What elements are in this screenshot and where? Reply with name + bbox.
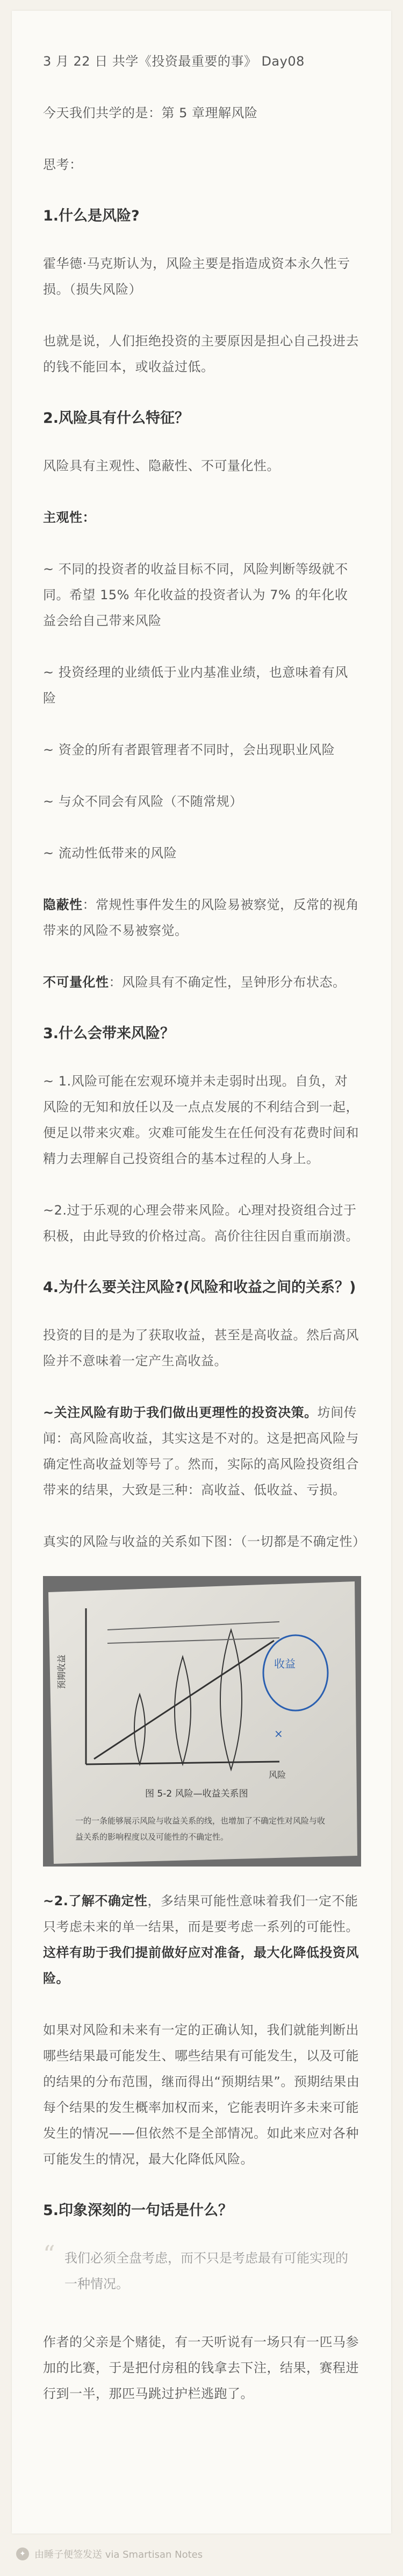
section-4-para-4-mid: ，多结果可能性意味着我们一定不能只考虑未来的单一结果，而是要考虑一系列的可能性。: [43, 1893, 359, 1934]
section-4-para-1: 投资的目的是为了获取收益，甚至是高收益。然后高风险并不意味着一定产生高收益。: [43, 1328, 359, 1368]
subjective-item-4: ~ 与众不同会有风险（不随常规）: [43, 794, 243, 809]
section-1-heading: 1.什么是风险?: [43, 208, 140, 224]
unquant-para: [43, 969, 360, 995]
section-4-para-2-rest: 坊间传闻：高风险高收益，其实这是不对的。这是把高风险与确定性高收益划等号了。然而，实际的高风险投资组合带来的结果，大致是三种：高收益、低收益、亏损。: [43, 1405, 359, 1498]
section-4-para-5: 如果对风险和未来有一定的正确认知，我们就能判断出哪些结果最可能发生、哪些结果有可能发生，以及可能的结果的分布范围，继而得出“预期结果”。预期结果由每个结果的发生概率加权而来，它能表明许多未来可能发生的情况——但依然不是全部情况。如此来应对各种可能发生的情况，最大化降低风险。: [43, 2023, 360, 2167]
risk-return-photo-drawing: [43, 1576, 361, 1867]
svg-text:×: ×: [274, 1727, 283, 1740]
unquant-text: ：风险具有不确定性，呈钟形分布状态。: [109, 975, 346, 990]
risk-return-photo: [43, 1576, 361, 1867]
section-4-para-4-bold: ~2.了解不确定性: [43, 1893, 148, 1908]
note-content: [43, 48, 366, 2432]
quote-text: 我们必须全盘考虑，而不只是考虑最有可能实现的一种情况。: [64, 2251, 348, 2291]
section-3-para-2: ~2.过于乐观的心理会带来风险。心理对投资组合过于积极，由此导致的价格过高。高价往往因自重而崩溃。: [43, 1203, 359, 1244]
unquant-label: 不可量化性: [43, 975, 109, 990]
figure-caption: 图 5-2 风险—收益关系图: [145, 1789, 248, 1799]
section-4-para-4-bold-2: 这样有助于我们提前做好应对准备，最大化降低投资风险。: [43, 1945, 359, 1986]
hidden-label: 隐蔽性: [43, 897, 83, 912]
subjective-item-2: ~ 投资经理的业绩低于业内基准业绩，也意味着有风险: [43, 665, 348, 706]
smartisan-logo-icon: ✦: [16, 2547, 29, 2560]
section-4-para-2-bold: ~关注风险有助于我们做出更理性的投资决策。: [43, 1405, 318, 1420]
section-1-para-2: 也就是说，人们拒绝投资的主要原因是担心自己投进去的钱不能回本，或收益过低。: [43, 333, 359, 374]
subjective-label: 主观性：: [43, 510, 96, 525]
footer-text: 由睡子便签发送 via Smartisan Notes: [34, 2549, 203, 2560]
section-3-heading: 3.什么会带来风险？: [43, 1025, 175, 1042]
section-2-para-1: 风险具有主观性、隐蔽性、不可量化性。: [43, 458, 280, 473]
figure-y-label: 预期收益: [56, 1654, 67, 1689]
section-4-para-3: 真实的风险与收益的关系如下图：（一切都是不确定性）: [43, 1534, 366, 1549]
figure-text-1: 一的一条能够展示风险与收益关系的线，也增加了不确定性对风险与收: [75, 1816, 326, 1826]
section-5-para-1: 作者的父亲是个赌徒，有一天听说有一场只有一匹马参加的比赛，于是把付房租的钱拿去下注，结果，赛程进行到一半，那匹马跳过护栏逃跑了。: [43, 2334, 359, 2401]
hidden-para: [43, 892, 360, 943]
quote-mark-icon: “: [43, 2241, 55, 2268]
title-line: 3 月 22 日 共学《投资最重要的事》 Day08: [43, 54, 305, 69]
section-4-heading: 4.为什么要关注风险?(风险和收益之间的关系？): [43, 1279, 356, 1296]
footer: [0, 2543, 403, 2565]
section-1-para-1: 霍华德·马克斯认为，风险主要是指造成资本永久性亏损。（损失风险）: [43, 256, 350, 297]
subjective-item-3: ~ 资金的所有者跟管理者不同时，会出现职业风险: [43, 742, 335, 757]
note-card: [12, 11, 391, 2534]
section-2-heading: 2.风险具有什么特征？: [43, 410, 190, 427]
subjective-item-5: ~ 流动性低带来的风险: [43, 846, 177, 861]
figure-text-2: 益关系的影响程度以及可能性的不确定性。: [75, 1832, 229, 1842]
section-3-para-1: ~ 1.风险可能在宏观环境并未走弱时出现。自负，对风险的无知和放任以及一点点发展的不利结合到一起，便足以带来灾难。灾难可能发生在任何没有花费时间和精力去理解自己投资组合的基本过程的人身上。: [43, 1074, 359, 1166]
section-4-para-4: [43, 1888, 360, 1991]
intro-text: 今天我们共学的是：第 5 章理解风险: [43, 105, 258, 120]
section-4-para-2: [43, 1400, 360, 1503]
handwritten-note: 收益: [274, 1657, 296, 1670]
hidden-text: ：常规性事件发生的风险易被察觉，反常的视角带来的风险不易被察觉。: [43, 897, 359, 938]
think-text: 思考：: [43, 157, 83, 172]
subjective-item-1: ~ 不同的投资者的收益目标不同，风险判断等级就不同。希望 15% 年化收益的投资者认为 7% 的年化收益会给自己带来风险: [43, 562, 348, 628]
section-5-heading: 5.印象深刻的一句话是什么？: [43, 2202, 233, 2219]
quote-block: [43, 2241, 360, 2297]
figure-x-label: 风险: [269, 1770, 286, 1780]
